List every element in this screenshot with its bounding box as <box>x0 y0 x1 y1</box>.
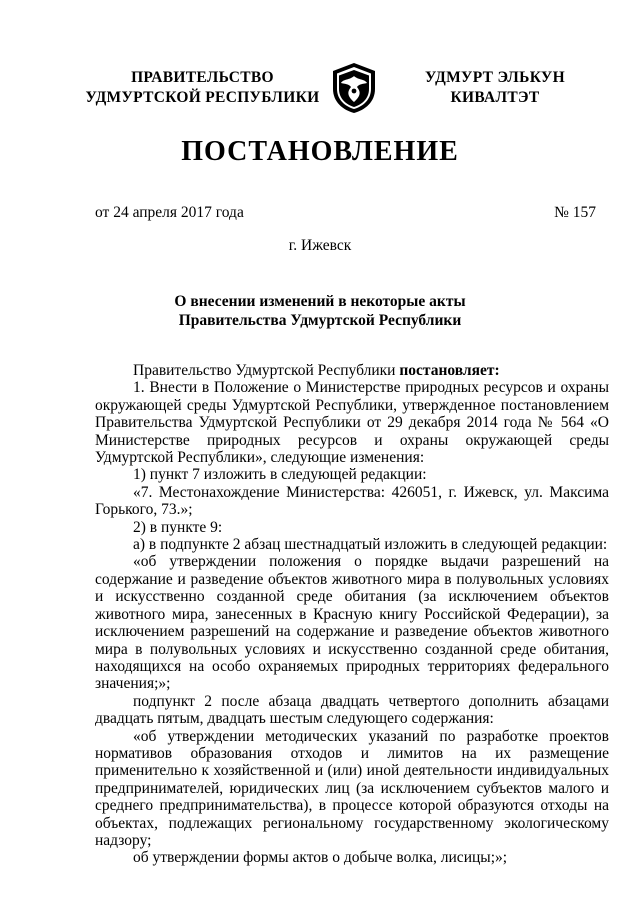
government-name-udmurt <box>400 68 590 108</box>
document-title: ПОСТАНОВЛЕНИЕ <box>181 136 459 167</box>
paragraph-resolution-bold: постановляет: <box>399 362 500 379</box>
udmurt-name-line2: КИВАЛТЭТ <box>450 89 540 106</box>
paragraph-quote-guidelines: «об утверждении методических указаний по разработке проектов нормативов образования отходов и лимитов на их размещение применительно к хозяйственной и (или) иной деятельности индивидуальных предпринимателей, юридических лиц (за исключением субъектов малого и среднего предпринимательства), в процессе которой образуются отходы на объектах, подлежащих региональному государственному экологическому надзору; <box>95 727 609 849</box>
udmurt-name-line1: УДМУРТ ЭЛЬКУН <box>425 69 565 86</box>
document-date: от 24 апреля 2017 года <box>95 204 244 221</box>
document-subject <box>0 292 640 330</box>
paragraph-subitem-2: 2) в пункте 9: <box>133 518 223 536</box>
government-name-line1: ПРАВИТЕЛЬСТВО <box>131 69 274 86</box>
paragraph-quote-permits: «об утверждении положения о порядке выдачи разрешений на содержание и разведение объектов животного мира в полувольных условиях и искусственно созданной среде обитания (за исключением объектов животного мира, занесенных в Красную книгу Российской Федерации), за исключением разрешений на содержание и разведение объектов животного мира в полувольных условиях и искусственно созданной среде обитания, находящихся на особо охраняемых природных территориях федерального значения;»; <box>95 553 609 693</box>
paragraph-subitem-1: 1) пункт 7 изложить в следующей редакции: <box>133 466 427 484</box>
document-body <box>95 362 609 867</box>
document-city: г. Ижевск <box>288 237 352 254</box>
paragraph-item-1: 1. Внести в Положение о Министерстве природных ресурсов и охраны окружающей среды Удмуртской Республики, утвержденное постановлением Правительства Удмуртской Республики от 29 декабря 2014 года № 564 «О Министерстве природных ресурсов и охраны окружающей среды Удмуртской Республики», следующие изменения: <box>95 379 609 467</box>
paragraph-quote-forms: об утверждении формы актов о добыче волка, лисицы;»; <box>133 849 508 867</box>
paragraph-quote-7: «7. Местонахождение Министерства: 426051, г. Ижевск, ул. Максима Горького, 73.»; <box>95 483 609 519</box>
government-name-russian <box>80 68 325 108</box>
government-name-line2: УДМУРТСКОЙ РЕСПУБЛИКИ <box>85 89 320 106</box>
paragraph-subitem-a: а) в подпункте 2 абзац шестнадцатый изложить в следующей редакции: <box>133 536 608 554</box>
udmurt-coat-of-arms-icon <box>331 62 377 114</box>
subject-line2: Правительства Удмуртской Республики <box>178 312 462 329</box>
paragraph-resolution <box>95 362 609 379</box>
document-number: № 157 <box>554 204 596 221</box>
subject-line1: О внесении изменений в некоторые акты <box>174 293 466 310</box>
paragraph-resolution-text: Правительство Удмуртской Республики <box>133 362 400 379</box>
paragraph-addition: подпункт 2 после абзаца двадцать четвертого дополнить абзацами двадцать пятым, двадцать шестым следующего содержания: <box>95 692 609 728</box>
